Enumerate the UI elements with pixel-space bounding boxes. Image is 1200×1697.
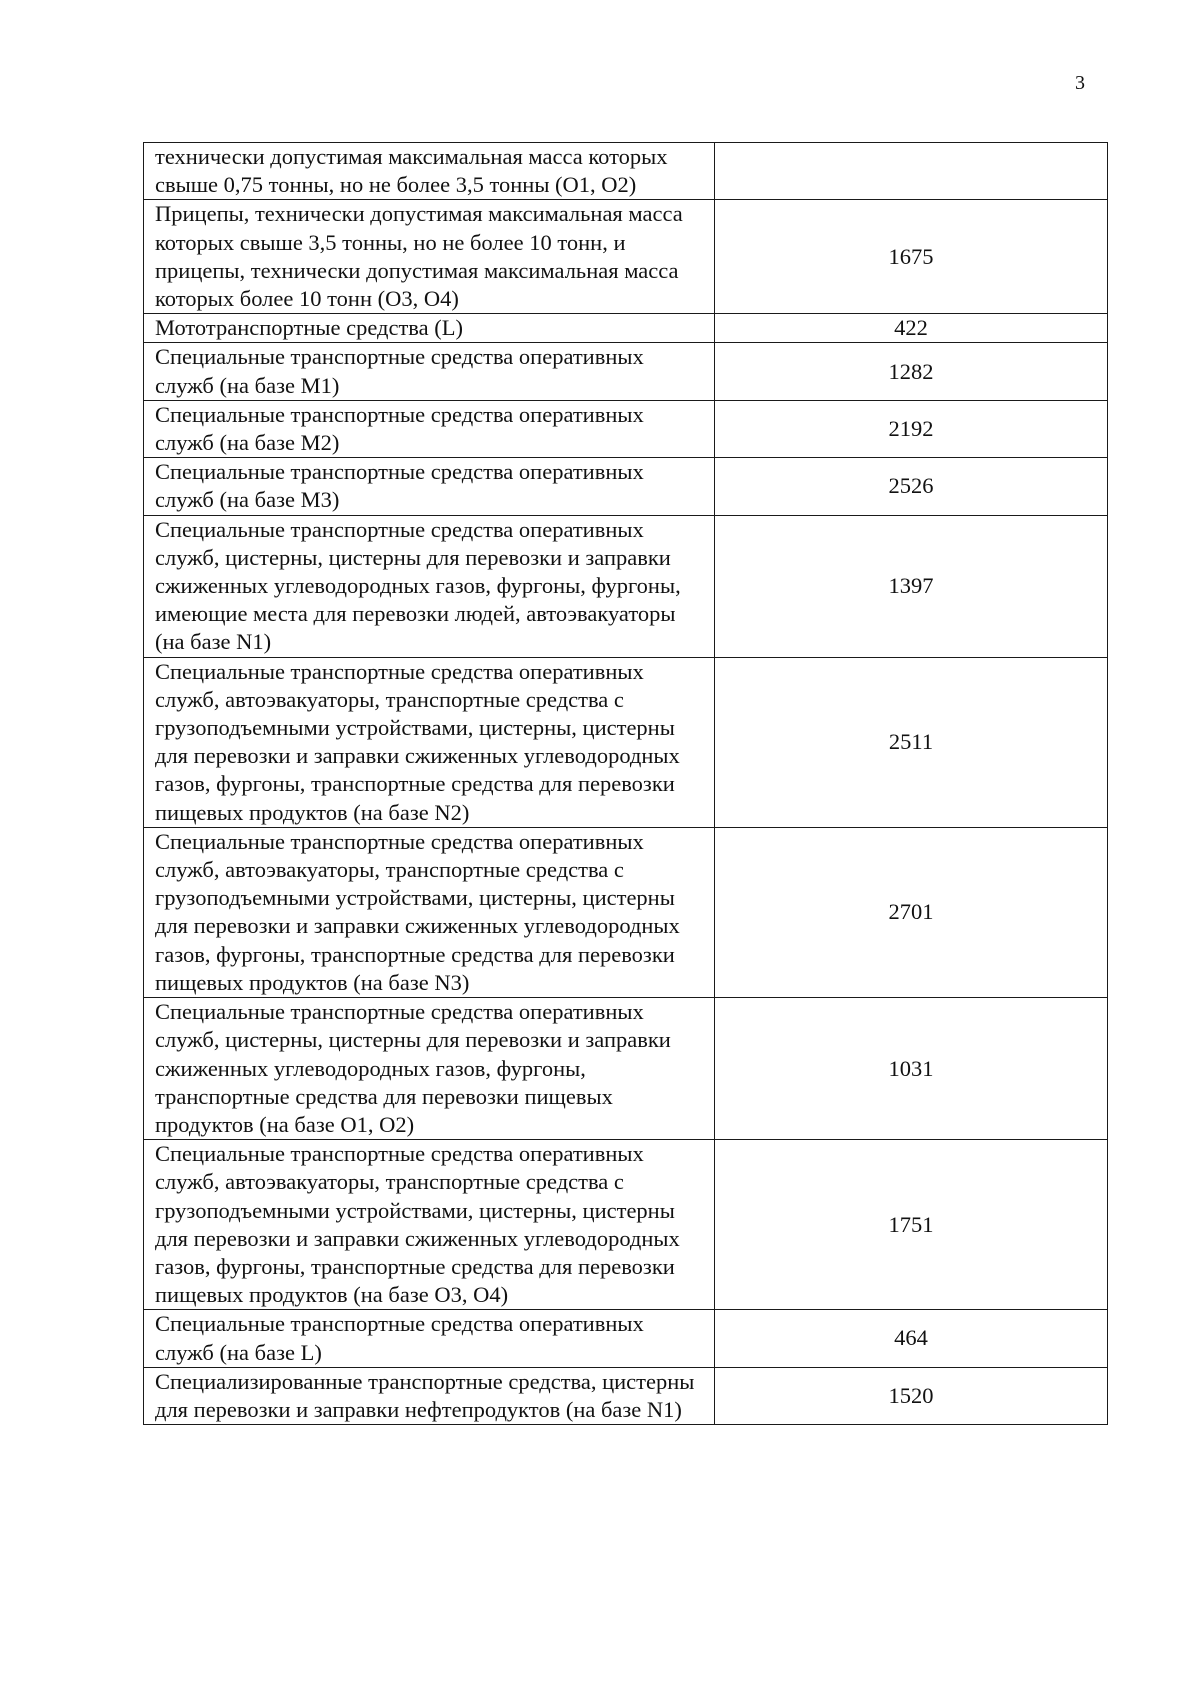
row-description: Специальные транспортные средства оперативных служб, автоэвакуаторы, транспортные средства с грузоподъемными устройствами, цистерны, цистерны для перевозки и заправки сжиженных углеводородных газов, фургоны, транспортные средства для перевозки пищевых продуктов (на базе N3): [144, 827, 715, 997]
row-value: [715, 143, 1108, 200]
row-value: 1675: [715, 200, 1108, 314]
row-value: 2701: [715, 827, 1108, 997]
table-row: [144, 343, 1108, 400]
row-description: Специальные транспортные средства оперативных служб, цистерны, цистерны для перевозки и заправки сжиженных углеводородных газов, фургоны, транспортные средства для перевозки пищевых продуктов (на базе О1, О2): [144, 998, 715, 1140]
row-value: 2192: [715, 400, 1108, 457]
table-row: [144, 314, 1108, 343]
row-value: 1282: [715, 343, 1108, 400]
table-row: [144, 200, 1108, 314]
table-row: [144, 400, 1108, 457]
table-row: [144, 143, 1108, 200]
row-value: 422: [715, 314, 1108, 343]
row-description: Специальные транспортные средства оперативных служб, цистерны, цистерны для перевозки и заправки сжиженных углеводородных газов, фургоны, фургоны, имеющие места для перевозки людей, автоэвакуаторы (на базе N1): [144, 515, 715, 657]
table-row: [144, 1367, 1108, 1424]
table-row: [144, 827, 1108, 997]
row-value: 1751: [715, 1140, 1108, 1310]
row-description: Специальные транспортные средства оперативных служб, автоэвакуаторы, транспортные средства с грузоподъемными устройствами, цистерны, цистерны для перевозки и заправки сжиженных углеводородных газов, фургоны, транспортные средства для перевозки пищевых продуктов (на базе О3, О4): [144, 1140, 715, 1310]
row-description: Специальные транспортные средства оперативных служб (на базе M1): [144, 343, 715, 400]
row-description: Специальные транспортные средства оперативных служб (на базе L): [144, 1310, 715, 1367]
row-value: 2511: [715, 657, 1108, 827]
table-row: [144, 1310, 1108, 1367]
row-description: Прицепы, технически допустимая максимальная масса которых свыше 3,5 тонны, но не более 10 тонн, и прицепы, технически допустимая максимальная масса которых более 10 тонн (О3, О4): [144, 200, 715, 314]
table-row: [144, 458, 1108, 515]
table-row: [144, 998, 1108, 1140]
row-value: 1397: [715, 515, 1108, 657]
row-value: 1520: [715, 1367, 1108, 1424]
row-description: технически допустимая максимальная масса которых свыше 0,75 тонны, но не более 3,5 тонны (О1, О2): [144, 143, 715, 200]
table-row: [144, 657, 1108, 827]
table-row: [144, 1140, 1108, 1310]
row-description: Специальные транспортные средства оперативных служб (на базе M2): [144, 400, 715, 457]
row-value: 464: [715, 1310, 1108, 1367]
table-row: [144, 515, 1108, 657]
page-number: 3: [1075, 72, 1085, 94]
vehicle-fee-table: [143, 142, 1108, 1425]
row-description: Специализированные транспортные средства, цистерны для перевозки и заправки нефтепродуктов (на базе N1): [144, 1367, 715, 1424]
row-description: Специальные транспортные средства оперативных служб, автоэвакуаторы, транспортные средства с грузоподъемными устройствами, цистерны, цистерны для перевозки и заправки сжиженных углеводородных газов, фургоны, транспортные средства для перевозки пищевых продуктов (на базе N2): [144, 657, 715, 827]
row-description: Мототранспортные средства (L): [144, 314, 715, 343]
row-value: 2526: [715, 458, 1108, 515]
row-description: Специальные транспортные средства оперативных служб (на базе M3): [144, 458, 715, 515]
row-value: 1031: [715, 998, 1108, 1140]
